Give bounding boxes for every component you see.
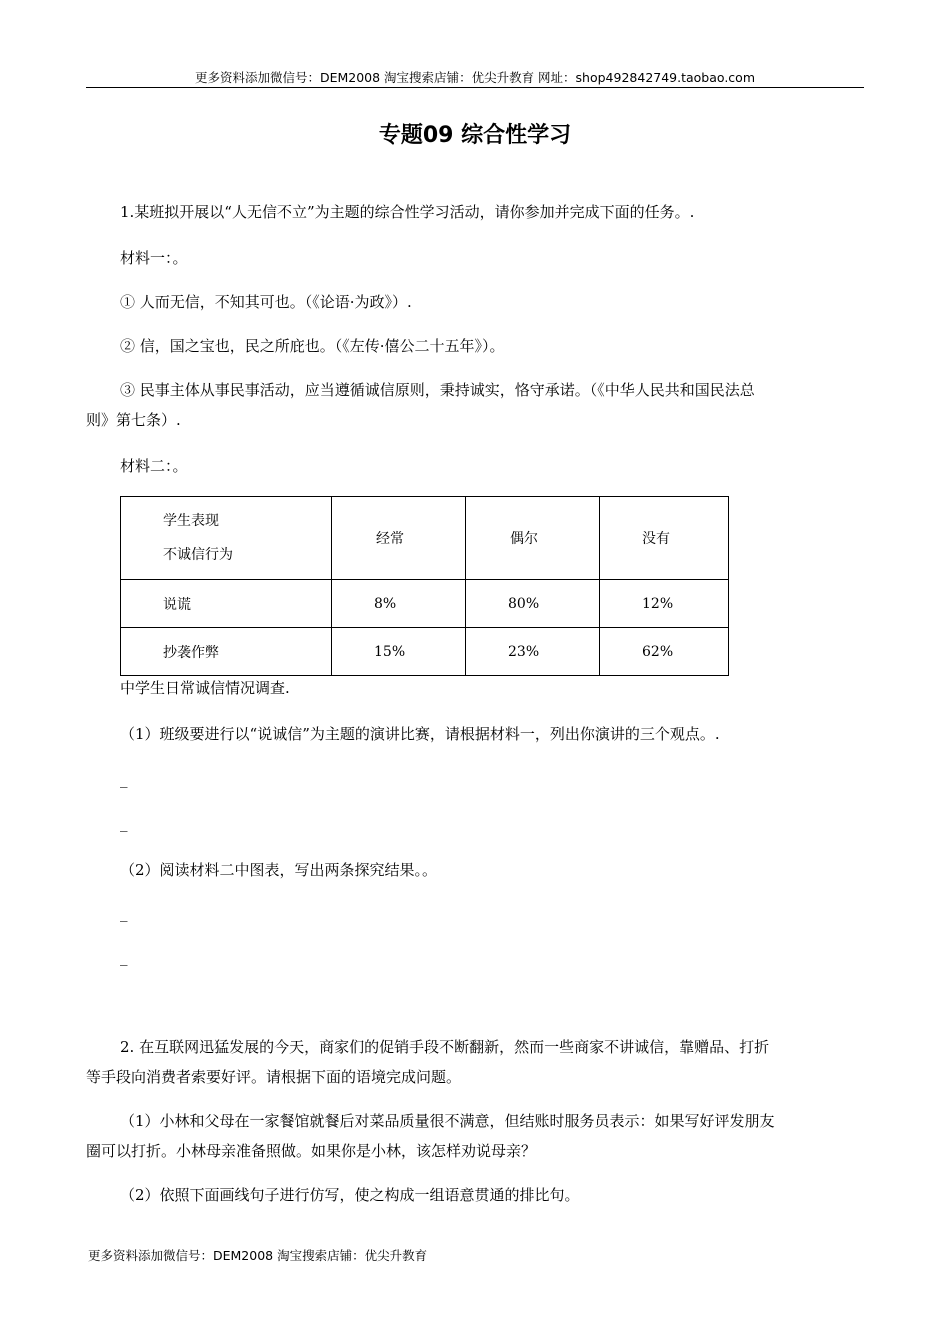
material1-item-3-line1: ③ 民事主体从事民事活动，应当遵循诚信原则，秉持诚实，恪守承诺。（《中华人民共和国民法总 xyxy=(120,381,755,399)
page-footer: 更多资料添加微信号：DEM2008 淘宝搜索店铺：优尖升教育 xyxy=(88,1248,428,1263)
material1-item-2: ② 信，国之宝也，民之所庇也。（《左传·僖公二十五年》）。 xyxy=(120,337,505,355)
q1-intro: 1.某班拟开展以“人无信不立”为主题的综合性学习活动，请你参加并完成下面的任务。. xyxy=(120,203,695,221)
row-label: 抄袭作弊 xyxy=(121,628,332,676)
table-cell: 62% xyxy=(600,628,729,676)
table-corner-cell xyxy=(121,497,332,580)
header-bottom-label: 不诚信行为 xyxy=(163,547,233,563)
table-row xyxy=(121,628,729,676)
column-header: 偶尔 xyxy=(466,497,600,580)
q1-subquestion-1: （1）班级要进行以“说诚信”为主题的演讲比赛，请根据材料一，列出你演讲的三个观点。. xyxy=(120,725,720,743)
table-cell: 12% xyxy=(600,580,729,628)
q2-intro-line1: 2. 在互联网迅猛发展的今天，商家们的促销手段不断翻新，然而一些商家不讲诚信，靠赠品、打折 xyxy=(120,1038,770,1056)
answer-blank: _ xyxy=(120,814,128,832)
table-cell: 15% xyxy=(332,628,466,676)
page-header: 更多资料添加微信号：DEM2008 淘宝搜索店铺：优尖升教育 网址：shop492842749.taobao.com xyxy=(194,70,756,85)
row-label: 说谎 xyxy=(121,580,332,628)
material1-label: 材料一：。 xyxy=(120,249,188,267)
survey-table xyxy=(120,496,729,676)
table-cell: 8% xyxy=(332,580,466,628)
column-header: 没有 xyxy=(600,497,729,580)
answer-blank: _ xyxy=(120,770,128,788)
table-caption: 中学生日常诚信情况调查. xyxy=(120,679,290,697)
table-row xyxy=(121,580,729,628)
table-cell: 23% xyxy=(466,628,600,676)
q2-subquestion-1-line1: （1）小林和父母在一家餐馆就餐后对菜品质量很不满意，但结账时服务员表示：如果写好评发朋友 xyxy=(120,1112,775,1130)
table-header-row xyxy=(121,497,729,580)
q2-subquestion-1-line2: 圈可以打折。小林母亲准备照做。如果你是小林，该怎样劝说母亲？ xyxy=(86,1142,537,1160)
q1-subquestion-2: （2）阅读材料二中图表，写出两条探究结果。。 xyxy=(120,861,438,879)
q2-intro-line2: 等手段向消费者索要好评。请根据下面的语境完成问题。 xyxy=(86,1068,462,1086)
column-header: 经常 xyxy=(332,497,466,580)
header-divider xyxy=(86,87,864,88)
answer-blank: _ xyxy=(120,904,128,922)
answer-blank: _ xyxy=(120,948,128,966)
q2-subquestion-2: （2）依照下面画线句子进行仿写，使之构成一组语意贯通的排比句。 xyxy=(120,1186,580,1204)
table-cell: 80% xyxy=(466,580,600,628)
material2-label: 材料二：。 xyxy=(120,457,188,475)
page-title: 专题09 综合性学习 xyxy=(378,123,572,148)
material1-item-3-line2: 则》第七条）. xyxy=(86,411,181,429)
header-top-label: 学生表现 xyxy=(163,513,219,529)
material1-item-1: ① 人而无信，不知其可也。（《论语·为政》）. xyxy=(120,293,412,311)
